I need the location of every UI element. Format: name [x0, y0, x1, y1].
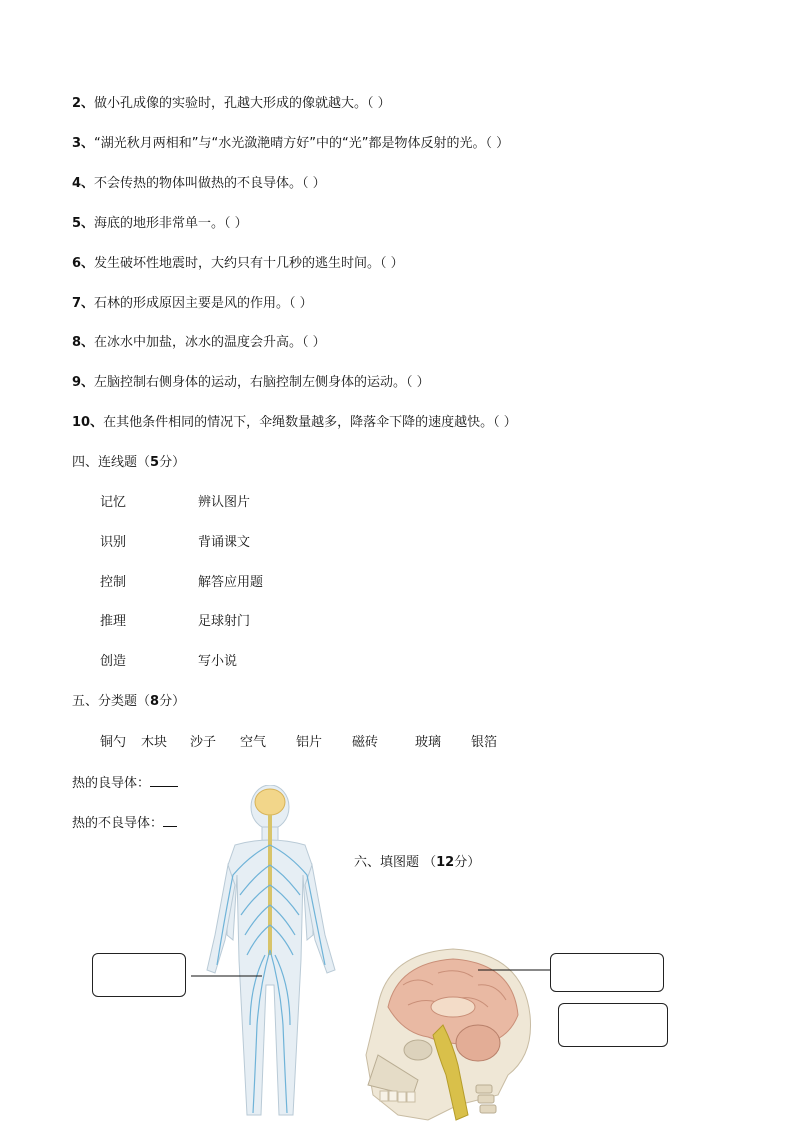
matching-right-item: 写小说 [198, 654, 238, 669]
matching-left-item: 创造 [100, 654, 127, 669]
judgement-item-10: 10、在其他条件相同的情况下，伞绳数量越多，降落伞下降的速度越快。（ ） [72, 415, 517, 430]
bad-conductor-label: 热的不良导体： [72, 816, 164, 831]
classify-item: 玻璃 [415, 735, 442, 750]
classify-item: 铝片 [296, 735, 323, 750]
matching-left-item: 推理 [100, 614, 127, 629]
matching-right-item: 解答应用题 [198, 575, 264, 590]
fill-diagram-heading: 六、填图题 （12分） [354, 855, 481, 870]
judgement-item-5: 5、海底的地形非常单一。（ ） [72, 216, 248, 231]
classify-item: 空气 [240, 735, 267, 750]
answer-box-brain-2[interactable] [558, 1003, 668, 1047]
good-conductor-label: 热的良导体： [72, 776, 151, 791]
classify-item: 铜勺 [100, 735, 127, 750]
answer-box-brain-1[interactable] [550, 953, 664, 992]
judgement-item-4: 4、不会传热的物体叫做热的不良导体。（ ） [72, 176, 326, 191]
judgement-item-9: 9、左脑控制右侧身体的运动，右脑控制左侧身体的运动。（ ） [72, 375, 430, 390]
matching-left-item: 控制 [100, 575, 127, 590]
matching-right-item: 背诵课文 [198, 535, 251, 550]
classify-heading: 五、分类题（8分） [72, 694, 186, 709]
judgement-item-3: 3、“湖光秋月两相和”与“水光潋滟晴方好”中的“光”都是物体反射的光。（ ） [72, 136, 510, 151]
matching-right-item: 辨认图片 [198, 495, 251, 510]
classify-item: 木块 [141, 735, 168, 750]
classify-item: 沙子 [190, 735, 217, 750]
matching-left-item: 记忆 [100, 495, 127, 510]
matching-right-item: 足球射门 [198, 614, 251, 629]
judgement-item-7: 7、石林的形成原因主要是风的作用。（ ） [72, 296, 313, 311]
matching-heading: 四、连线题（5分） [72, 455, 186, 470]
answer-box-nervous-system[interactable] [92, 953, 186, 997]
classify-item: 磁砖 [352, 735, 379, 750]
judgement-item-2: 2、做小孔成像的实验时，孔越大形成的像就越大。（ ） [72, 96, 391, 111]
judgement-item-8: 8、在冰水中加盐，冰水的温度会升高。（ ） [72, 335, 326, 350]
classify-item: 银箔 [471, 735, 498, 750]
matching-left-item: 识别 [100, 535, 127, 550]
judgement-item-6: 6、发生破坏性地震时，大约只有十几秒的逃生时间。（ ） [72, 256, 404, 271]
